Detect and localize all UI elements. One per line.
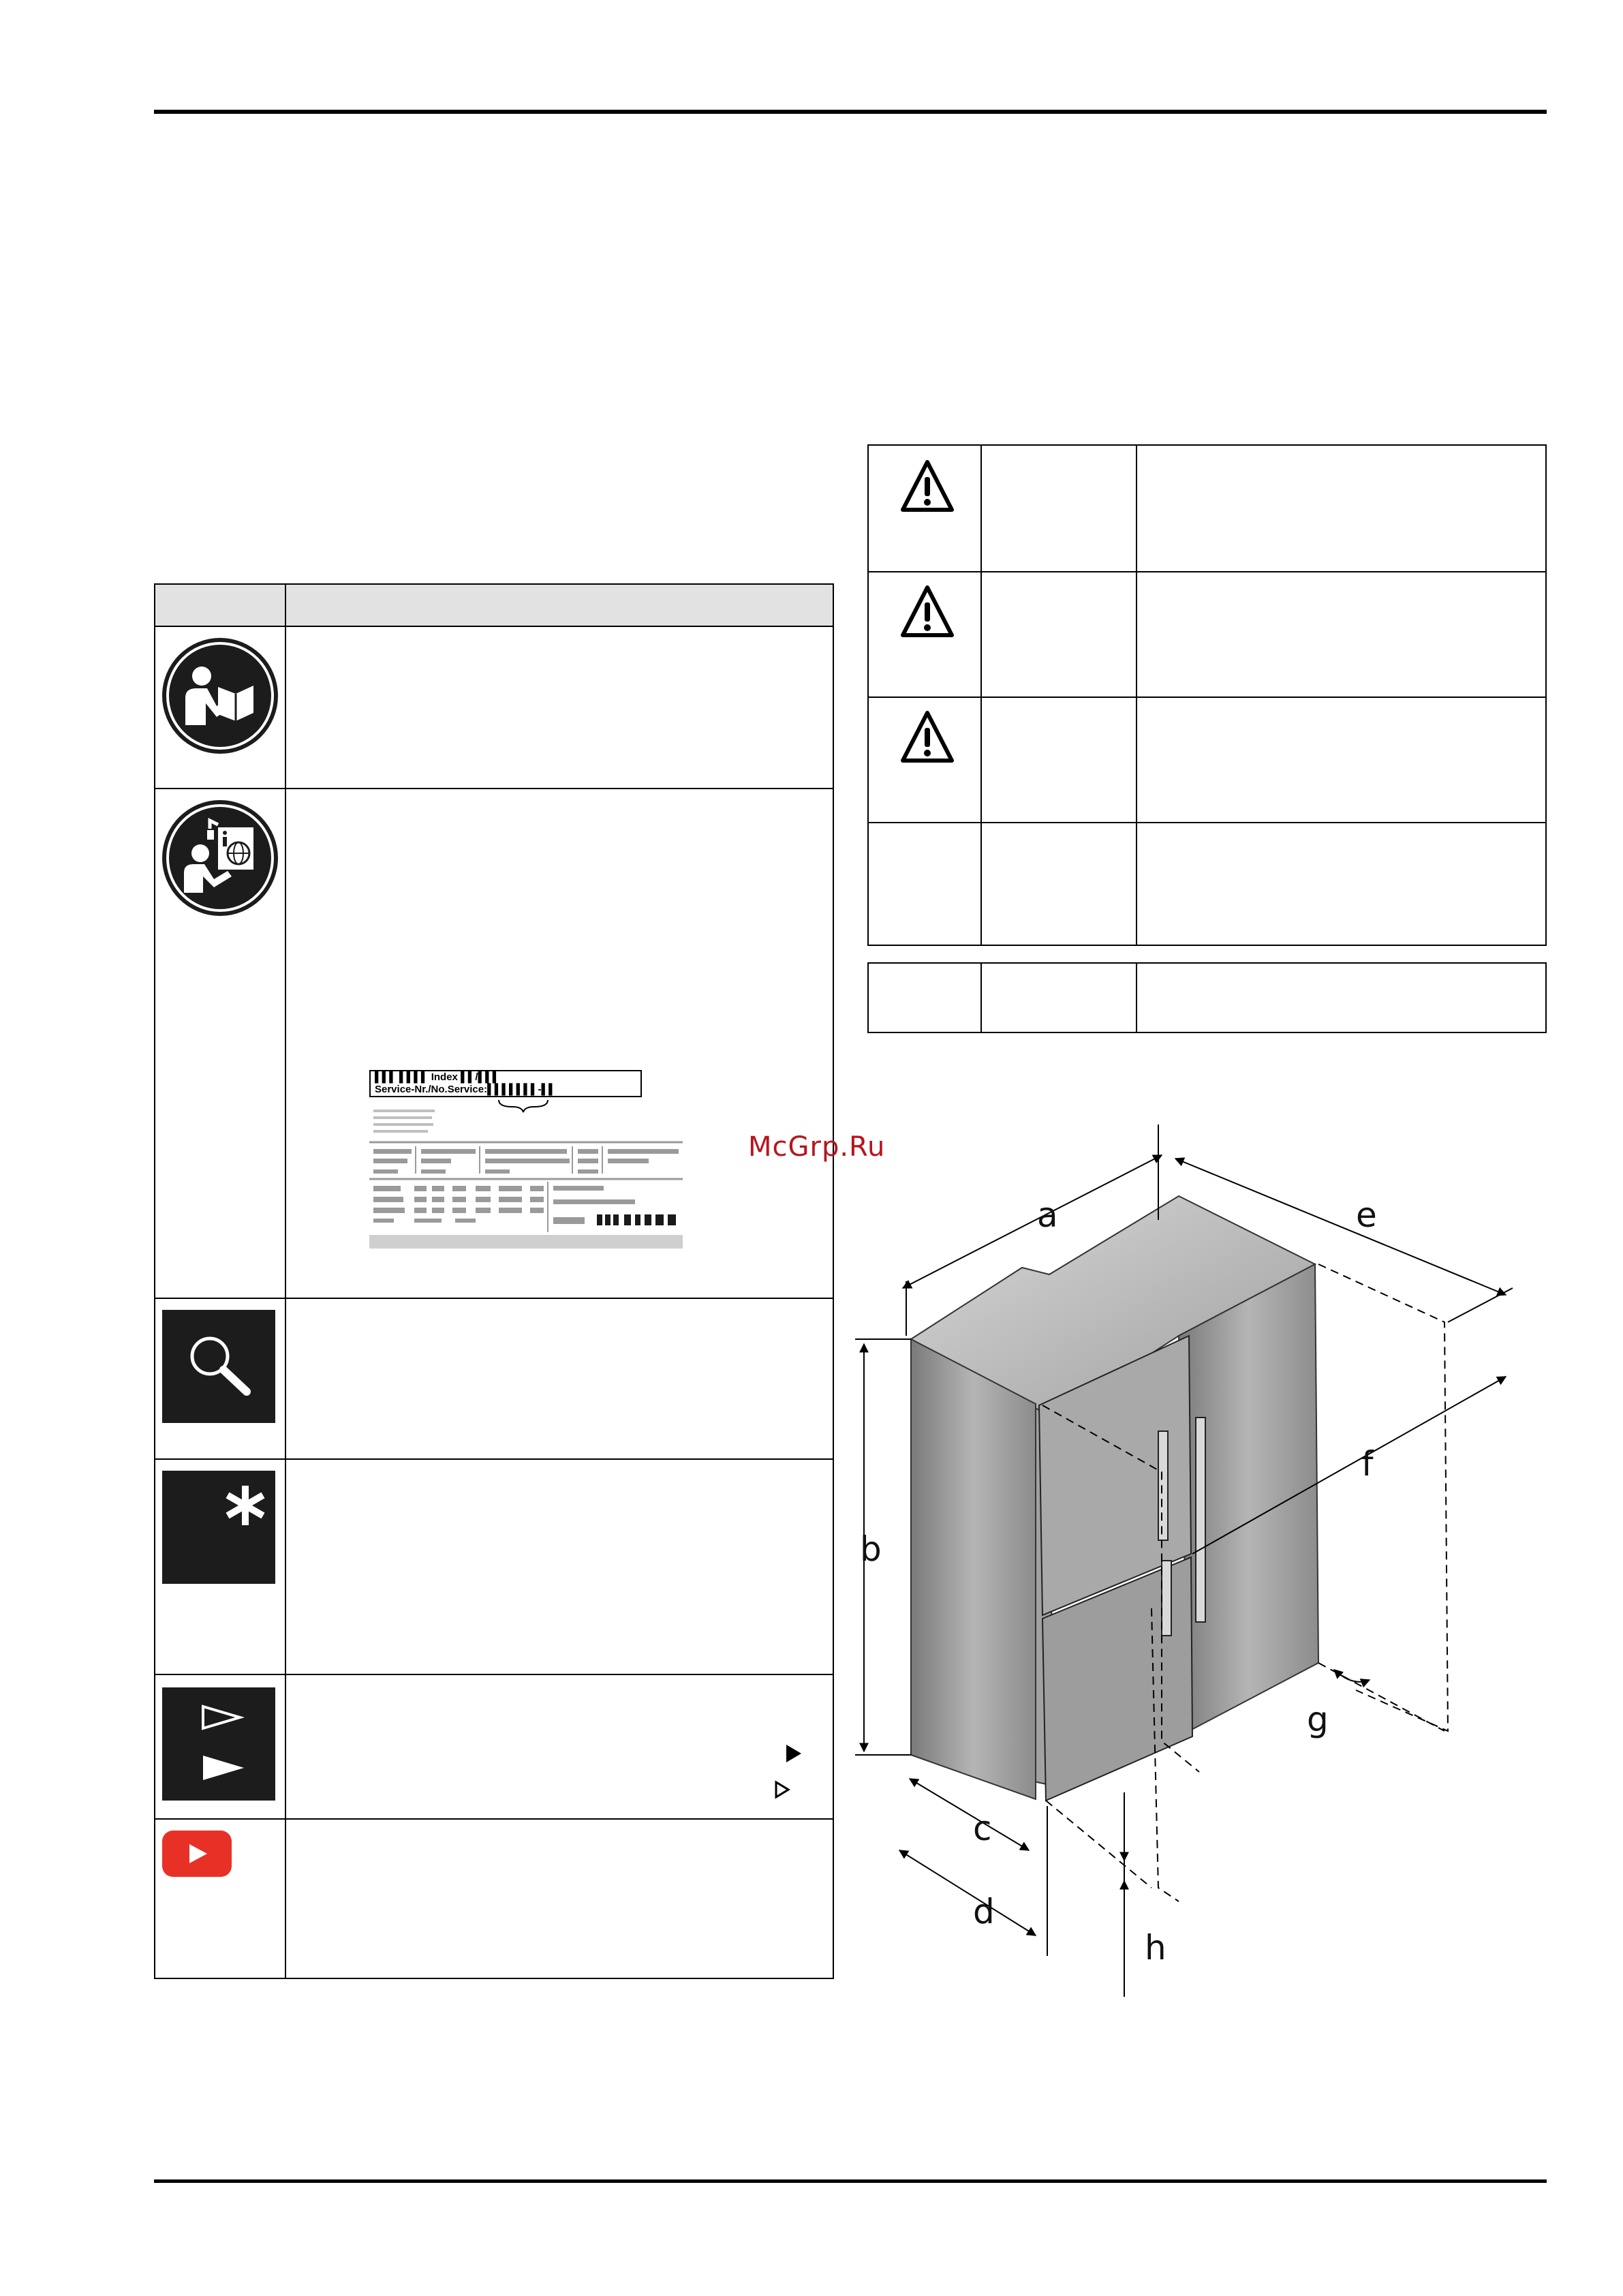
dimension-label-f: f — [1361, 1444, 1374, 1484]
action-triangles-icon — [162, 1687, 275, 1801]
youtube-icon — [162, 1831, 232, 1877]
rating-plate-line1: ▌▌▌ ▌▌▌▌ Index ▌▌/▌▌▌ — [375, 1071, 500, 1083]
dimension-label-a: a — [1037, 1195, 1058, 1235]
dimension-label-h: h — [1145, 1928, 1166, 1968]
appliance-left-front — [911, 1339, 1036, 1799]
filled-step-marker-icon — [785, 1743, 803, 1764]
appliance-dimension-drawing — [845, 1124, 1554, 2010]
dimension-label-b: b — [860, 1529, 882, 1569]
top-rule — [154, 110, 1547, 114]
dimension-label-g: g — [1307, 1700, 1329, 1739]
asterisk-icon — [162, 1471, 275, 1584]
read-instructions-icon — [162, 638, 278, 754]
magnifier-icon — [162, 1310, 275, 1423]
warning-table — [867, 444, 1547, 946]
watermark: McGrp.Ru — [748, 1131, 886, 1163]
online-information-icon — [162, 800, 278, 916]
warning-triangle-icon — [900, 458, 955, 515]
warning-triangle-icon — [900, 709, 955, 766]
outline-step-marker-icon — [774, 1780, 790, 1799]
dimension-label-d: d — [973, 1892, 995, 1931]
dimension-label-c: c — [973, 1809, 992, 1848]
bottom-rule — [154, 2179, 1547, 2183]
symbol-table — [154, 583, 834, 1979]
warning-triangle-icon — [900, 583, 955, 641]
rating-plate-line2: Service-Nr./No.Service:▌▌▌▌▌▌▌-▌▌ — [375, 1084, 556, 1095]
side-door-handle — [1196, 1418, 1205, 1622]
note-table — [867, 962, 1547, 1033]
fridge-handle — [1158, 1431, 1168, 1540]
freezer-handle — [1162, 1561, 1171, 1636]
dimension-label-e: e — [1356, 1195, 1377, 1235]
